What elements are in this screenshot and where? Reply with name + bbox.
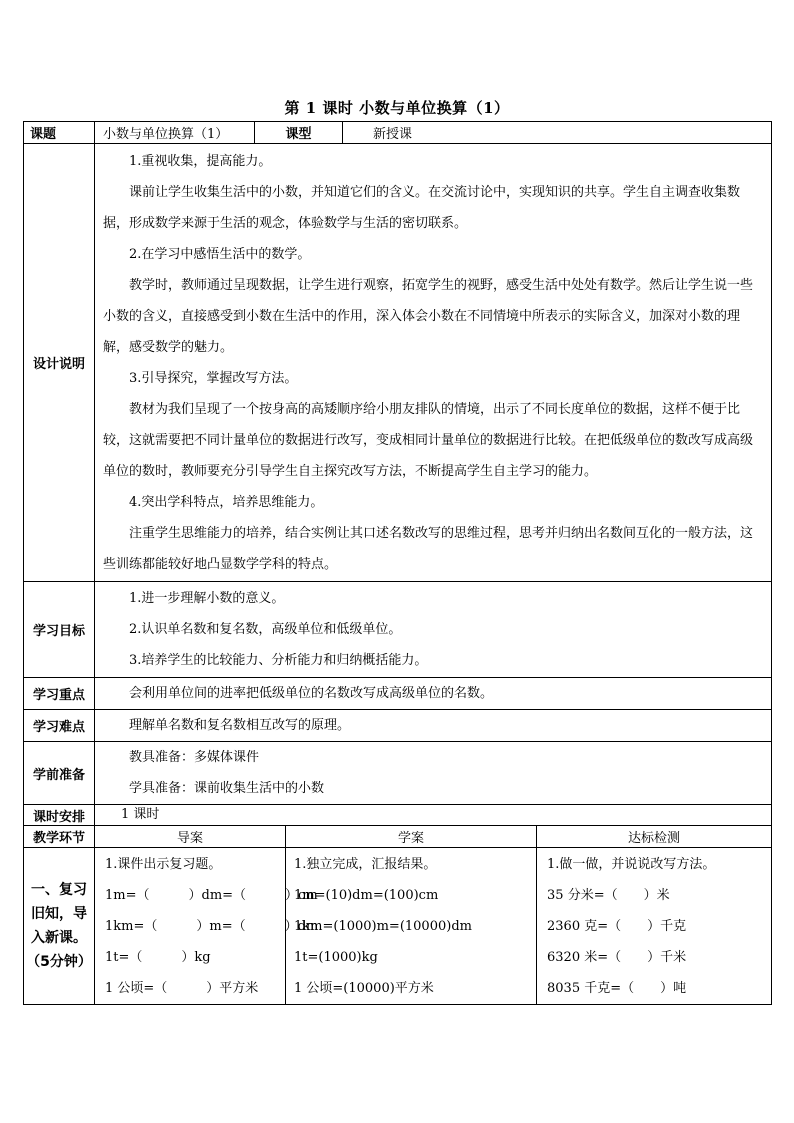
schedule-row bbox=[24, 805, 772, 826]
teaching-header-row bbox=[24, 826, 772, 848]
guide-line: 1m=（ ）dm=（ ）cm bbox=[105, 887, 318, 903]
prep-row bbox=[24, 742, 772, 805]
key-point-text: 会利用单位间的进率把低级单位的名数改写成高级单位的名数。 bbox=[95, 678, 772, 710]
col-study-header: 学案 bbox=[286, 826, 537, 848]
schedule-label: 课时安排 bbox=[24, 805, 95, 826]
design-heading-3: 3.引导探究，掌握改写方法。 bbox=[129, 371, 298, 386]
study-line: 1t=(1000)kg bbox=[294, 949, 378, 965]
check-line: 8035 千克=（ ）吨 bbox=[547, 980, 687, 996]
guide-line: 1km=（ ）m=（ ）dm bbox=[105, 918, 319, 934]
goals-row bbox=[24, 582, 772, 678]
stage1-label-line: 旧知，导 bbox=[31, 906, 87, 922]
stage1-check bbox=[537, 848, 772, 1005]
design-content bbox=[95, 144, 772, 582]
type-label: 课型 bbox=[255, 122, 343, 144]
design-heading-2: 2.在学习中感悟生活中的数学。 bbox=[129, 247, 311, 262]
check-line: 2360 克=（ ）千克 bbox=[547, 918, 687, 934]
col-check-header: 达标检测 bbox=[537, 826, 772, 848]
prep-item: 学具准备：课前收集生活中的小数 bbox=[129, 781, 325, 796]
prep-item: 教具准备：多媒体课件 bbox=[129, 750, 260, 765]
header-row bbox=[24, 122, 772, 144]
page-title: 第 1 课时 小数与单位换算（1） bbox=[284, 99, 510, 117]
difficulty-row bbox=[24, 710, 772, 742]
study-line: 1 公顷=(10000)平方米 bbox=[294, 980, 434, 996]
study-line: 1m=(10)dm=(100)cm bbox=[294, 887, 439, 903]
study-line: 1.独立完成，汇报结果。 bbox=[294, 856, 437, 872]
goal-item: 3.培养学生的比较能力、分析能力和归纳概括能力。 bbox=[129, 653, 428, 668]
design-label: 设计说明 bbox=[24, 144, 95, 582]
design-heading-1: 1.重视收集，提高能力。 bbox=[129, 154, 272, 169]
design-text-3: 教材为我们呈现了一个按身高的高矮顺序给小朋友排队的情境，出示了不同长度单位的数据，这样不便于比较，这就需要把不同计量单位的数据进行改写，变成相同计量单位的数据进行比较。在把低级单位的数改写成高级单位的数时，教师要充分引导学生自主探究改写方法，不断提高学生自主学习的能力。 bbox=[103, 402, 754, 479]
stage1-guide bbox=[95, 848, 319, 1005]
stage1-study bbox=[286, 848, 537, 1005]
check-line: 1.做一做，并说说改写方法。 bbox=[547, 856, 716, 872]
schedule-text: 1 课时 bbox=[95, 805, 772, 826]
design-heading-4: 4.突出学科特点，培养思维能力。 bbox=[129, 495, 324, 510]
guide-line: 1t=（ ）kg bbox=[105, 949, 211, 965]
study-line: 1km=(1000)m=(10000)dm bbox=[294, 918, 472, 934]
teaching-label: 教学环节 bbox=[24, 826, 95, 848]
goals-content bbox=[95, 582, 772, 678]
col-guide-header: 导案 bbox=[95, 826, 286, 848]
design-text-2: 教学时，教师通过呈现数据，让学生进行观察，拓宽学生的视野，感受生活中处处有数学。然后让学生说一些小数的含义，直接感受到小数在生活中的作用，深入体会小数在不同情境中所表示的实际含义，加深对小数的理解，感受数学的魅力。 bbox=[103, 278, 754, 355]
design-row bbox=[24, 144, 772, 582]
stage1-label-line: 一、复习 bbox=[31, 882, 87, 898]
lesson-plan-table bbox=[23, 121, 772, 1005]
topic-label: 课题 bbox=[24, 122, 95, 144]
stage1-label-line: 入新课。 bbox=[31, 930, 87, 946]
goals-label: 学习目标 bbox=[24, 582, 95, 678]
stage1-label bbox=[24, 848, 95, 1005]
type-value: 新授课 bbox=[343, 122, 772, 144]
difficulty-text: 理解单名数和复名数相互改写的原理。 bbox=[95, 710, 772, 742]
stage1-label-line: （5分钟） bbox=[26, 954, 92, 970]
prep-label: 学前准备 bbox=[24, 742, 95, 805]
key-point-label: 学习重点 bbox=[24, 678, 95, 710]
check-line: 6320 米=（ ）千米 bbox=[547, 949, 687, 965]
guide-line: 1.课件出示复习题。 bbox=[105, 856, 222, 872]
prep-content bbox=[95, 742, 772, 805]
check-line: 35 分米=（ ）米 bbox=[547, 887, 670, 903]
guide-line: 1 公顷=（ ）平方米 bbox=[105, 980, 259, 996]
key-point-row bbox=[24, 678, 772, 710]
design-text-1: 课前让学生收集生活中的小数，并知道它们的含义。在交流讨论中，实现知识的共享。学生自主调查收集数据，形成数学来源于生活的观念，体验数学与生活的密切联系。 bbox=[103, 185, 741, 231]
goal-item: 2.认识单名数和复名数，高级单位和低级单位。 bbox=[129, 622, 402, 637]
design-text-4: 注重学生思维能力的培养，结合实例让其口述名数改写的思维过程，思考并归纳出名数间互化的一般方法，这些训练都能较好地凸显数学学科的特点。 bbox=[103, 526, 754, 572]
topic-value: 小数与单位换算（1） bbox=[95, 122, 255, 144]
goal-item: 1.进一步理解小数的意义。 bbox=[129, 591, 285, 606]
stage1-row bbox=[24, 848, 772, 1005]
difficulty-label: 学习难点 bbox=[24, 710, 95, 742]
